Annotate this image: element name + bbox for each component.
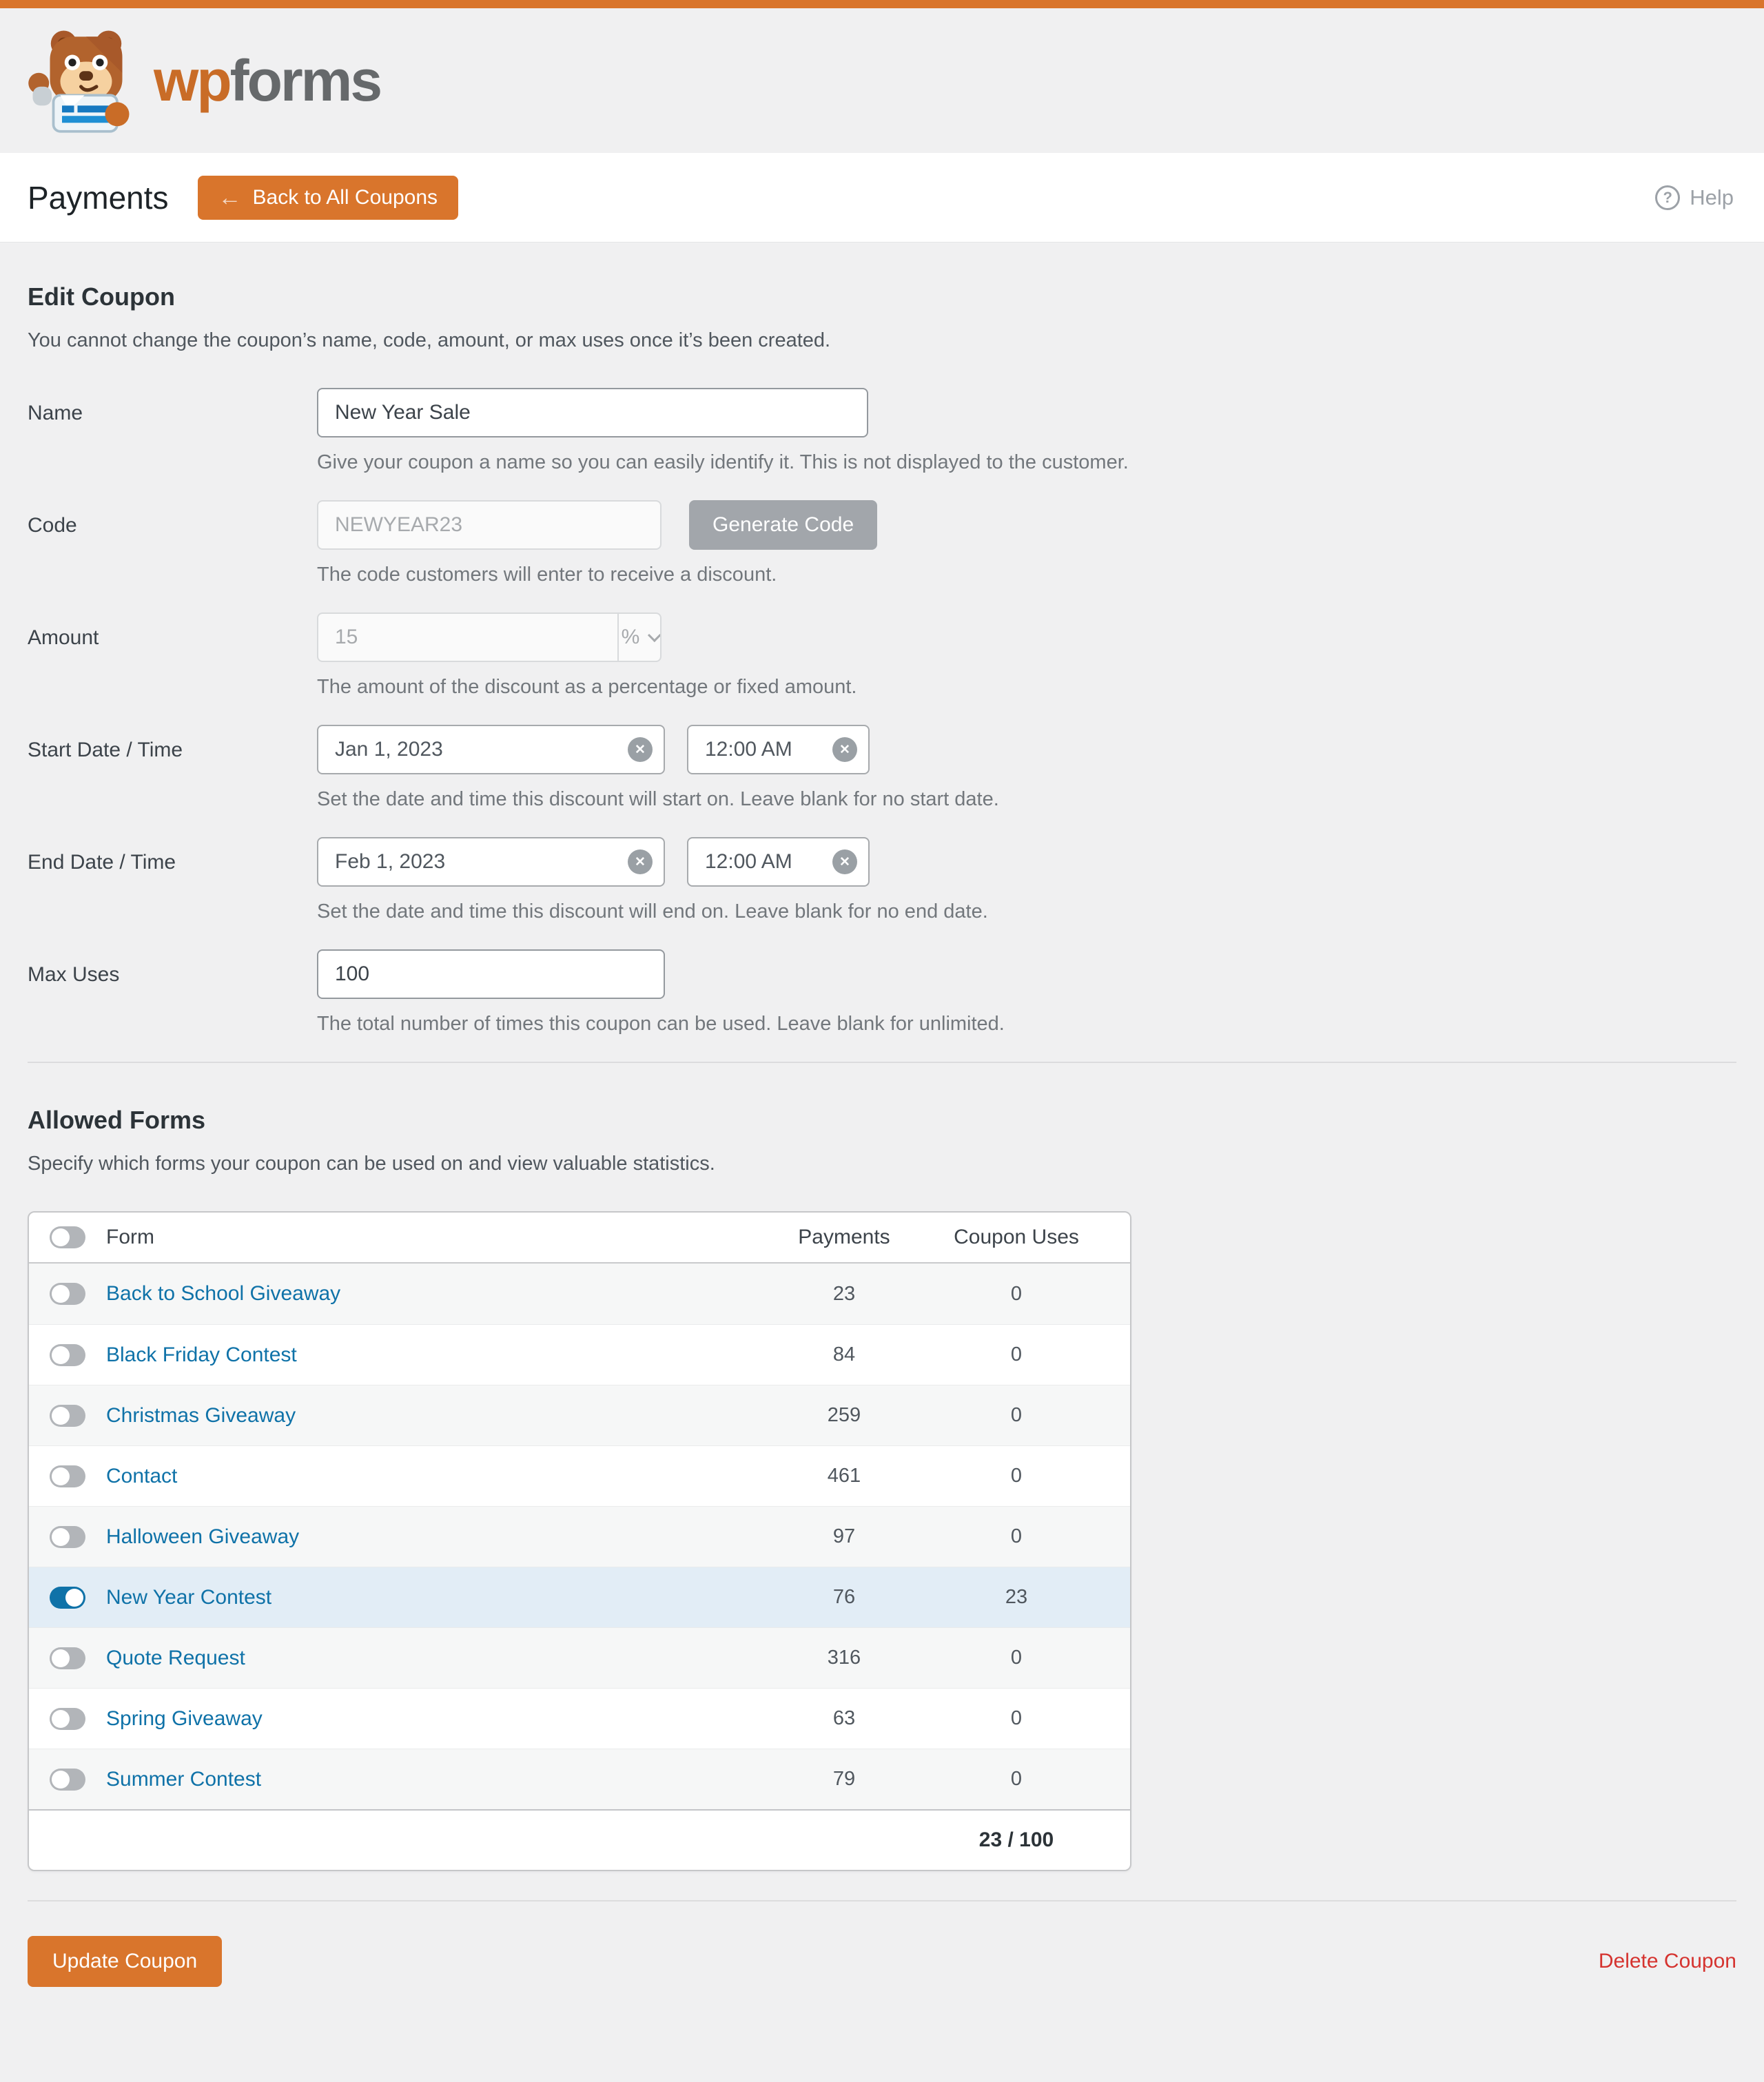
- allowed-forms-title: Allowed Forms: [28, 1106, 206, 1134]
- back-to-all-coupons-button[interactable]: [198, 176, 459, 220]
- help-question-icon: ?: [1655, 185, 1680, 210]
- payments-value: 63: [832, 1707, 856, 1729]
- form-link[interactable]: Quote Request: [106, 1646, 245, 1669]
- field-row-end: [28, 837, 1736, 923]
- coupon-uses-value: 23: [1005, 1586, 1028, 1608]
- field-row-amount: [28, 612, 1736, 699]
- generate-code-button: Generate Code: [689, 500, 877, 550]
- code-label: Code: [28, 514, 77, 537]
- start-label: Start Date / Time: [28, 739, 183, 761]
- wpforms-logo: [28, 26, 380, 135]
- update-coupon-button[interactable]: Update Coupon: [28, 1936, 222, 1987]
- code-helper-text: The code customers will enter to receive a discount.: [317, 564, 777, 586]
- field-row-name: [28, 388, 1736, 474]
- form-link[interactable]: Black Friday Contest: [106, 1343, 297, 1366]
- amount-label: Amount: [28, 626, 99, 649]
- form-column-header: Form: [106, 1226, 154, 1248]
- start-time-clear-icon[interactable]: ✕: [832, 737, 857, 762]
- name-label: Name: [28, 402, 83, 424]
- amount-input: [318, 614, 617, 661]
- start-date-input[interactable]: [317, 725, 665, 774]
- end-label: End Date / Time: [28, 851, 176, 874]
- edit-coupon-section: [28, 243, 1736, 1063]
- table-row: [29, 1506, 1130, 1567]
- coupon-uses-value: 0: [1010, 1343, 1023, 1365]
- table-body: [29, 1264, 1130, 1809]
- field-row-code: [28, 500, 1736, 586]
- wpforms-bear-icon: [28, 26, 141, 135]
- delete-coupon-link[interactable]: Delete Coupon: [1598, 1950, 1736, 1972]
- form-toggle[interactable]: [50, 1344, 85, 1366]
- start-date-clear-icon[interactable]: ✕: [628, 737, 653, 762]
- table-header-row: [29, 1213, 1130, 1264]
- payments-value: 84: [832, 1343, 856, 1365]
- form-toggle[interactable]: [50, 1708, 85, 1730]
- coupon-uses-value: 0: [1010, 1707, 1023, 1729]
- payments-value: 23: [832, 1282, 856, 1305]
- back-button-label: Back to All Coupons: [252, 185, 438, 209]
- max-uses-input[interactable]: [317, 949, 665, 999]
- edit-coupon-description: You cannot change the coupon’s name, code, amount, or max uses once it’s been created.: [28, 329, 831, 351]
- field-row-start: [28, 725, 1736, 811]
- coupon-uses-total: 23 / 100: [978, 1828, 1054, 1851]
- payments-value: 259: [827, 1404, 861, 1426]
- help-link[interactable]: [1655, 185, 1734, 210]
- amount-unit-value: %: [621, 626, 640, 648]
- table-row: [29, 1688, 1130, 1749]
- footer-actions: [28, 1936, 1736, 1987]
- start-helper-text: Set the date and time this discount will start on. Leave blank for no start date.: [317, 788, 999, 810]
- end-date-input[interactable]: [317, 837, 665, 887]
- form-toggle[interactable]: [50, 1465, 85, 1487]
- form-toggle[interactable]: [50, 1526, 85, 1548]
- form-link[interactable]: Spring Giveaway: [106, 1707, 263, 1730]
- help-label: Help: [1690, 185, 1734, 209]
- page-title: Payments: [28, 179, 169, 216]
- edit-coupon-title: Edit Coupon: [28, 282, 175, 311]
- table-footer-row: [29, 1809, 1130, 1870]
- amount-unit-select: [617, 614, 660, 661]
- form-toggle[interactable]: [50, 1769, 85, 1791]
- chevron-down-icon: [648, 628, 662, 642]
- field-row-max-uses: [28, 949, 1736, 1035]
- app-header: [0, 8, 1764, 153]
- allowed-forms-section: [28, 1063, 1736, 1901]
- end-date-clear-icon[interactable]: ✕: [628, 849, 653, 874]
- payments-value: 461: [827, 1465, 861, 1487]
- table-row: [29, 1324, 1130, 1385]
- form-toggle[interactable]: [50, 1405, 85, 1427]
- toggle-all-switch[interactable]: [50, 1226, 85, 1248]
- form-link[interactable]: Summer Contest: [106, 1767, 262, 1791]
- page-title-bar: [0, 153, 1764, 243]
- table-row: [29, 1567, 1130, 1627]
- wpforms-wordmark: wpforms: [154, 48, 381, 113]
- coupon-uses-value: 0: [1010, 1465, 1023, 1487]
- coupon-uses-column-header: Coupon Uses: [954, 1226, 1079, 1248]
- footer-divider: [28, 1900, 1736, 1901]
- payments-value: 316: [827, 1647, 861, 1669]
- end-helper-text: Set the date and time this discount will end on. Leave blank for no end date.: [317, 900, 988, 923]
- max-uses-helper-text: The total number of times this coupon can be used. Leave blank for unlimited.: [317, 1013, 1005, 1035]
- code-input: [317, 500, 662, 550]
- form-link[interactable]: Halloween Giveaway: [106, 1525, 300, 1548]
- table-row: [29, 1749, 1130, 1809]
- table-row: [29, 1264, 1130, 1324]
- form-link[interactable]: Back to School Giveaway: [106, 1282, 341, 1305]
- name-helper-text: Give your coupon a name so you can easily identify it. This is not displayed to the customer.: [317, 451, 1129, 473]
- form-toggle[interactable]: [50, 1647, 85, 1669]
- payments-value: 79: [832, 1768, 856, 1790]
- name-input[interactable]: [317, 388, 868, 437]
- allowed-forms-table: [28, 1211, 1131, 1871]
- back-arrow-icon: ←: [218, 184, 242, 211]
- form-toggle[interactable]: [50, 1587, 85, 1609]
- payments-column-header: Payments: [798, 1226, 890, 1248]
- coupon-uses-value: 0: [1010, 1647, 1023, 1669]
- table-row: [29, 1385, 1130, 1445]
- coupon-uses-value: 0: [1010, 1768, 1023, 1790]
- form-link[interactable]: Christmas Giveaway: [106, 1403, 296, 1427]
- table-row: [29, 1627, 1130, 1688]
- end-time-clear-icon[interactable]: ✕: [832, 849, 857, 874]
- allowed-forms-description: Specify which forms your coupon can be used on and view valuable statistics.: [28, 1153, 715, 1175]
- table-row: [29, 1445, 1130, 1506]
- form-toggle[interactable]: [50, 1283, 85, 1305]
- coupon-uses-value: 0: [1010, 1404, 1023, 1426]
- amount-group: [317, 612, 662, 662]
- max-uses-label: Max Uses: [28, 963, 120, 986]
- amount-helper-text: The amount of the discount as a percentage or fixed amount.: [317, 676, 857, 698]
- coupon-uses-value: 0: [1010, 1525, 1023, 1547]
- coupon-uses-value: 0: [1010, 1282, 1023, 1305]
- payments-value: 76: [832, 1586, 856, 1608]
- top-accent-bar: [0, 0, 1764, 8]
- payments-value: 97: [832, 1525, 856, 1547]
- form-link[interactable]: New Year Contest: [106, 1585, 272, 1609]
- form-link[interactable]: Contact: [106, 1464, 178, 1487]
